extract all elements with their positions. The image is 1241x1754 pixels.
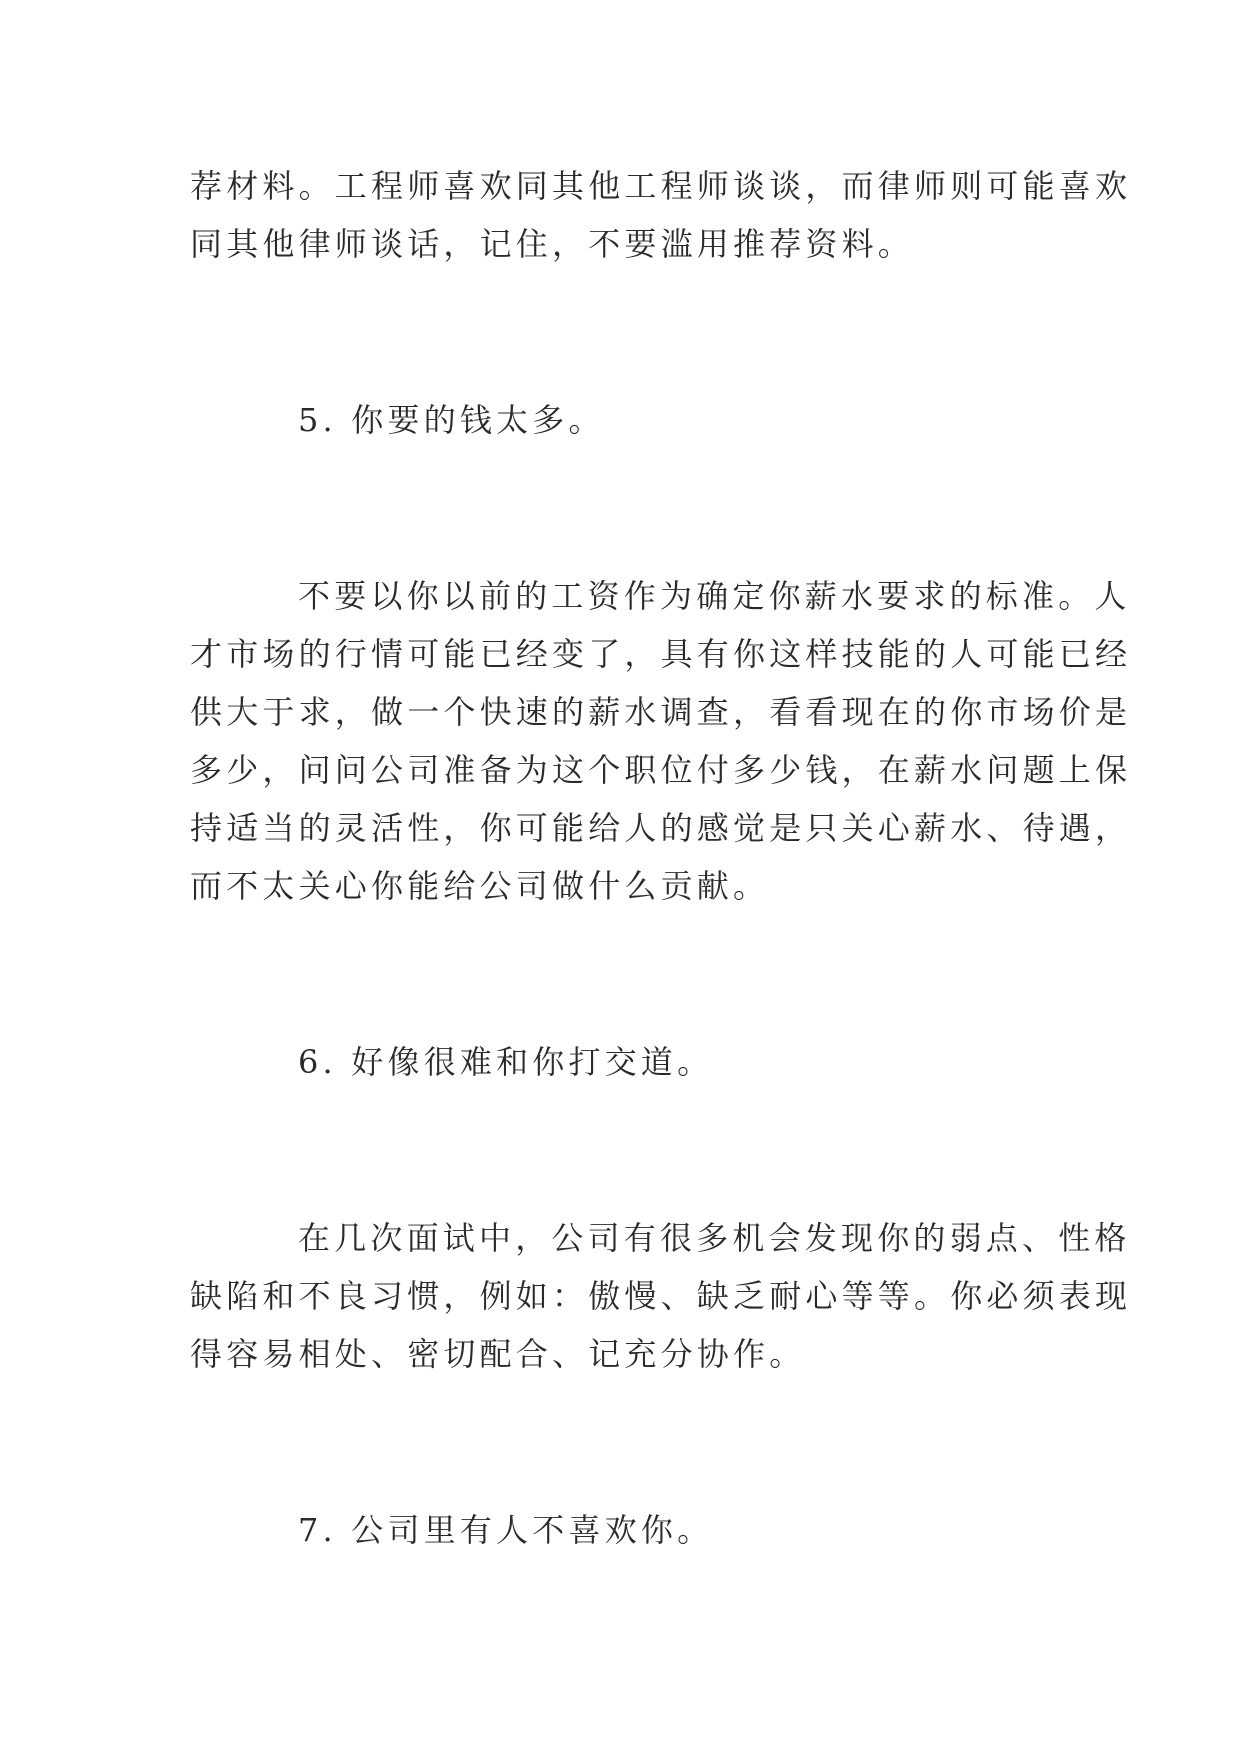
paragraph-line: 同其他律师谈话，记住，不要滥用推荐资料。	[190, 225, 915, 263]
paragraph-line: 不要以你以前的工资作为确定你薪水要求的标准。人	[298, 577, 1131, 615]
paragraph-line: 在几次面试中，公司有很多机会发现你的弱点、性格	[298, 1219, 1131, 1257]
paragraph-line: 而不太关心你能给公司做什么贡献。	[190, 867, 770, 905]
paragraph-line: 得容易相处、密切配合、记充分协作。	[190, 1335, 806, 1373]
paragraph-line: 缺陷和不良习惯，例如：傲慢、缺乏耐心等等。你必须表现	[190, 1277, 1132, 1315]
section-heading: 6. 好像很难和你打交道。	[298, 1043, 714, 1081]
section-heading: 7. 公司里有人不喜欢你。	[298, 1511, 714, 1549]
paragraph-line: 持适当的灵活性，你可能给人的感觉是只关心薪水、待遇，	[190, 809, 1132, 847]
paragraph-line: 供大于求，做一个快速的薪水调查，看看现在的你市场价是	[190, 693, 1132, 731]
paragraph-line: 多少，问问公司准备为这个职位付多少钱，在薪水问题上保	[190, 751, 1132, 789]
section-heading: 5. 你要的钱太多。	[298, 401, 605, 439]
paragraph-line: 才市场的行情可能已经变了，具有你这样技能的人可能已经	[190, 635, 1132, 673]
paragraph-line: 荐材料。工程师喜欢同其他工程师谈谈，而律师则可能喜欢	[190, 167, 1132, 205]
